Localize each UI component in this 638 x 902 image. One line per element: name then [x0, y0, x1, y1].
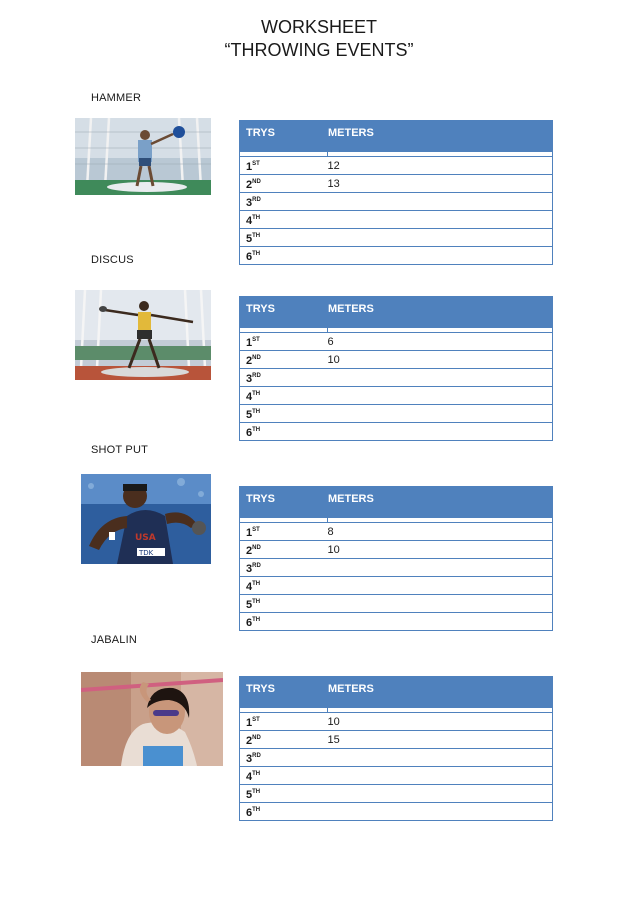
try-label: 3RD [240, 193, 328, 211]
try-label: 1ST [240, 157, 328, 175]
try-label: 6TH [240, 803, 328, 821]
table-row [240, 613, 553, 631]
meters-cell[interactable] [328, 247, 553, 265]
try-label: 2ND [240, 541, 328, 559]
worksheet-subtitle: “THROWING EVENTS” [224, 40, 414, 60]
meters-cell[interactable] [328, 613, 553, 631]
meters-cell[interactable] [328, 387, 553, 405]
header-trys: TRYS [240, 297, 328, 328]
table-row [240, 333, 553, 351]
header-meters: METERS [328, 297, 553, 328]
javelin-results-table [239, 676, 553, 821]
table-row [240, 785, 553, 803]
meters-cell[interactable]: 10 [328, 351, 553, 369]
table-header-row [240, 487, 553, 518]
table-row [240, 559, 553, 577]
table-row [240, 369, 553, 387]
table-row [240, 731, 553, 749]
try-label: 1ST [240, 523, 328, 541]
discus-photo [75, 290, 211, 380]
try-label: 3RD [240, 369, 328, 387]
header-trys: TRYS [240, 121, 328, 152]
table-row [240, 351, 553, 369]
try-label: 4TH [240, 211, 328, 229]
meters-cell[interactable] [328, 405, 553, 423]
meters-cell[interactable]: 10 [328, 713, 553, 731]
try-label: 5TH [240, 229, 328, 247]
table-row [240, 595, 553, 613]
table-row [240, 577, 553, 595]
try-label: 4TH [240, 577, 328, 595]
table-row [240, 387, 553, 405]
table-row [240, 157, 553, 175]
table-header-row [240, 121, 553, 152]
meters-cell[interactable]: 10 [328, 541, 553, 559]
try-label: 1ST [240, 713, 328, 731]
table-header-row [240, 297, 553, 328]
section-label-jabalin: JABALIN [91, 634, 138, 646]
svg-text:USA: USA [135, 533, 156, 543]
meters-cell[interactable] [328, 803, 553, 821]
table-row [240, 767, 553, 785]
try-label: 3RD [240, 559, 328, 577]
header-meters: METERS [328, 487, 553, 518]
section-label-shot-put: SHOT PUT [91, 444, 149, 456]
table-row [240, 211, 553, 229]
table-row [240, 405, 553, 423]
meters-cell[interactable]: 13 [328, 175, 553, 193]
table-row [240, 803, 553, 821]
meters-cell[interactable] [328, 749, 553, 767]
meters-cell[interactable] [328, 577, 553, 595]
header-meters: METERS [328, 121, 553, 152]
try-label: 2ND [240, 731, 328, 749]
meters-cell[interactable] [328, 767, 553, 785]
header-trys: TRYS [240, 487, 328, 518]
meters-cell[interactable] [328, 369, 553, 387]
meters-cell[interactable] [328, 785, 553, 803]
try-label: 5TH [240, 595, 328, 613]
table-row [240, 713, 553, 731]
try-label: 5TH [240, 785, 328, 803]
table-row [240, 229, 553, 247]
javelin-photo [81, 672, 223, 766]
try-label: 1ST [240, 333, 328, 351]
meters-cell[interactable] [328, 211, 553, 229]
worksheet-title: WORKSHEET [260, 17, 377, 37]
table-row [240, 523, 553, 541]
table-row [240, 749, 553, 767]
header-meters: METERS [328, 677, 553, 708]
try-label: 2ND [240, 175, 328, 193]
meters-cell[interactable]: 15 [328, 731, 553, 749]
table-header-row [240, 677, 553, 708]
meters-cell[interactable] [328, 559, 553, 577]
meters-cell[interactable] [328, 229, 553, 247]
table-row [240, 175, 553, 193]
meters-cell[interactable]: 6 [328, 333, 553, 351]
discus-results-table [239, 296, 553, 441]
shot-put-photo [81, 474, 211, 564]
try-label: 4TH [240, 387, 328, 405]
table-row [240, 193, 553, 211]
section-label-discus: DISCUS [91, 254, 134, 266]
svg-text:TDK: TDK [139, 549, 154, 557]
meters-cell[interactable]: 12 [328, 157, 553, 175]
shot-put-results-table [239, 486, 553, 631]
meters-cell[interactable] [328, 595, 553, 613]
try-label: 6TH [240, 423, 328, 441]
meters-cell[interactable] [328, 423, 553, 441]
header-trys: TRYS [240, 677, 328, 708]
try-label: 4TH [240, 767, 328, 785]
table-row [240, 423, 553, 441]
table-row [240, 247, 553, 265]
try-label: 5TH [240, 405, 328, 423]
meters-cell[interactable]: 8 [328, 523, 553, 541]
try-label: 2ND [240, 351, 328, 369]
hammer-results-table [239, 120, 553, 265]
hammer-photo [75, 118, 211, 195]
meters-cell[interactable] [328, 193, 553, 211]
section-label-hammer: HAMMER [91, 92, 142, 104]
try-label: 6TH [240, 247, 328, 265]
try-label: 6TH [240, 613, 328, 631]
try-label: 3RD [240, 749, 328, 767]
table-row [240, 541, 553, 559]
